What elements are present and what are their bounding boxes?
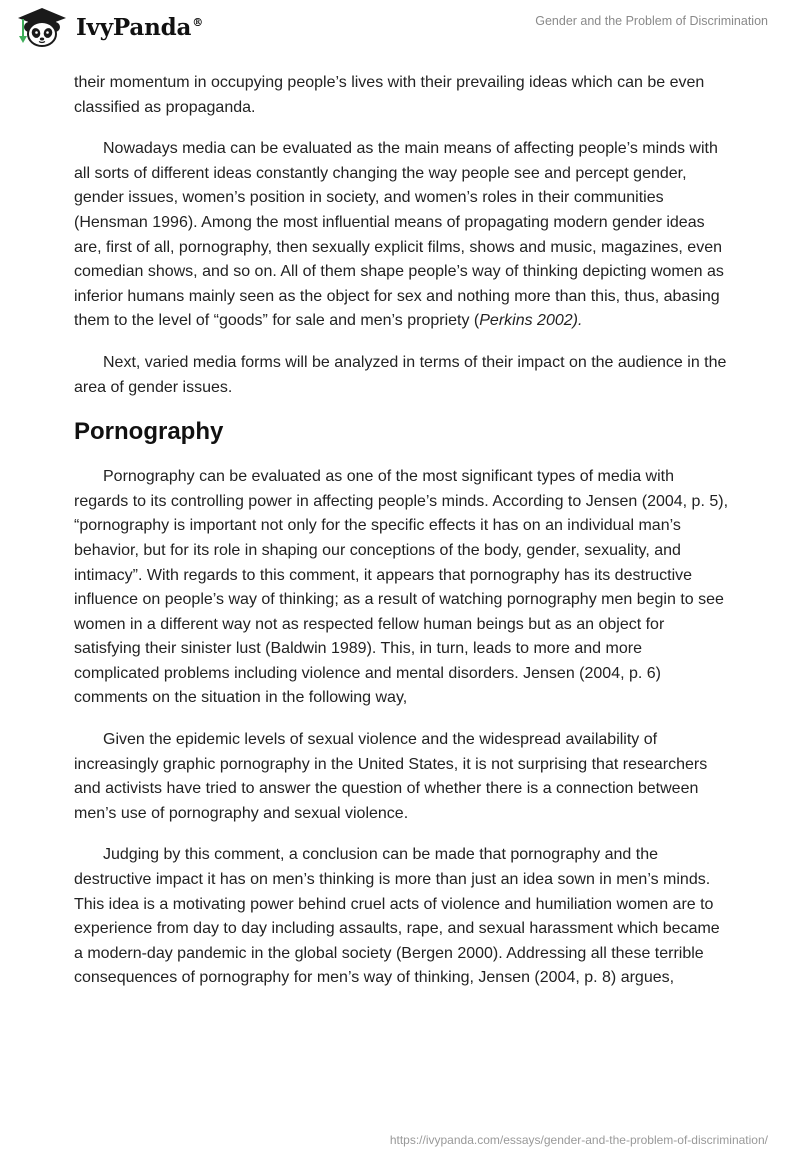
paragraph: Judging by this comment, a conclusion can be made that pornography and the destructive impact it has on men’s thinking is more than just an idea sown in men’s minds. This idea is a motivating power behind cruel acts of violence and humiliation women are to experience from day to day including assaults, rape, and sexual harassment which became a modern-day pandemic in the global society (Bergen 2000). Addressing all these terrible consequences of pornography for men’s way of thinking, Jensen (2004, p. 8) argues, bbox=[74, 846, 720, 987]
document-title: Gender and the Problem of Discrimination bbox=[535, 14, 768, 28]
paragraph: Next, varied media forms will be analyzed in terms of their impact on the audience in the area of gender issues. bbox=[74, 353, 727, 396]
brand-logo[interactable] bbox=[14, 6, 203, 48]
citation: Perkins 2002). bbox=[479, 312, 583, 330]
paragraph: Pornography can be evaluated as one of the most significant types of media with regards to its controlling power in affecting people’s minds. According to Jensen (2004, p. 5), “pornography is important not only for the specific effects it has on an individual man’s behavior, but for its role in shaping our conceptions of the body, gender, sexuality, and intimacy”. With regards to this comment, it appears that pornography has its destructive influence on people’s way of thinking; as a result of watching pornography men begin to see women in a different way not as respected fellow human beings but as an object for satisfying their sinister lust (Baldwin 1989). This, in turn, leads to more and more complicated problems including violence and mental disorders. Jensen (2004, p. 6) comments on the situation in the following way, bbox=[74, 468, 729, 707]
paragraph: Nowadays media can be evaluated as the main means of affecting people’s minds with all sorts of different ideas constantly changing the way people see and percept gender, gender issues, women’s position in society, and women’s roles in their communities (Hensman 1996). Among the most influential means of propagating modern gender ideas are, first of all, pornography, then sexually explicit films, shows and music, magazines, even comedian shows, and so on. All of them shape people’s way of thinking depicting women as inferior humans mainly seen as the object for sex and nothing more than this, thus, abasing them to the level of “goods” for sale and men’s propriety (Perkins 2002). bbox=[74, 140, 724, 330]
page-header bbox=[0, 0, 800, 60]
brand-name: IvyPanda® bbox=[76, 13, 203, 41]
essay-content bbox=[74, 71, 729, 1008]
paragraph: their momentum in occupying people’s lives with their prevailing ideas which can be even classified as propaganda. bbox=[74, 74, 705, 116]
section-heading: Pornography bbox=[74, 418, 224, 446]
block-quote: Given the epidemic levels of sexual violence and the widespread availability of increasingly graphic pornography in the United States, it is not surprising that researchers and activists have tried to answer the question of whether there is a connection between men’s use of pornography and sexual violence. bbox=[74, 731, 708, 822]
source-url[interactable]: https://ivypanda.com/essays/gender-and-the-problem-of-discrimination/ bbox=[389, 1133, 768, 1147]
panda-graduate-icon bbox=[14, 6, 70, 48]
